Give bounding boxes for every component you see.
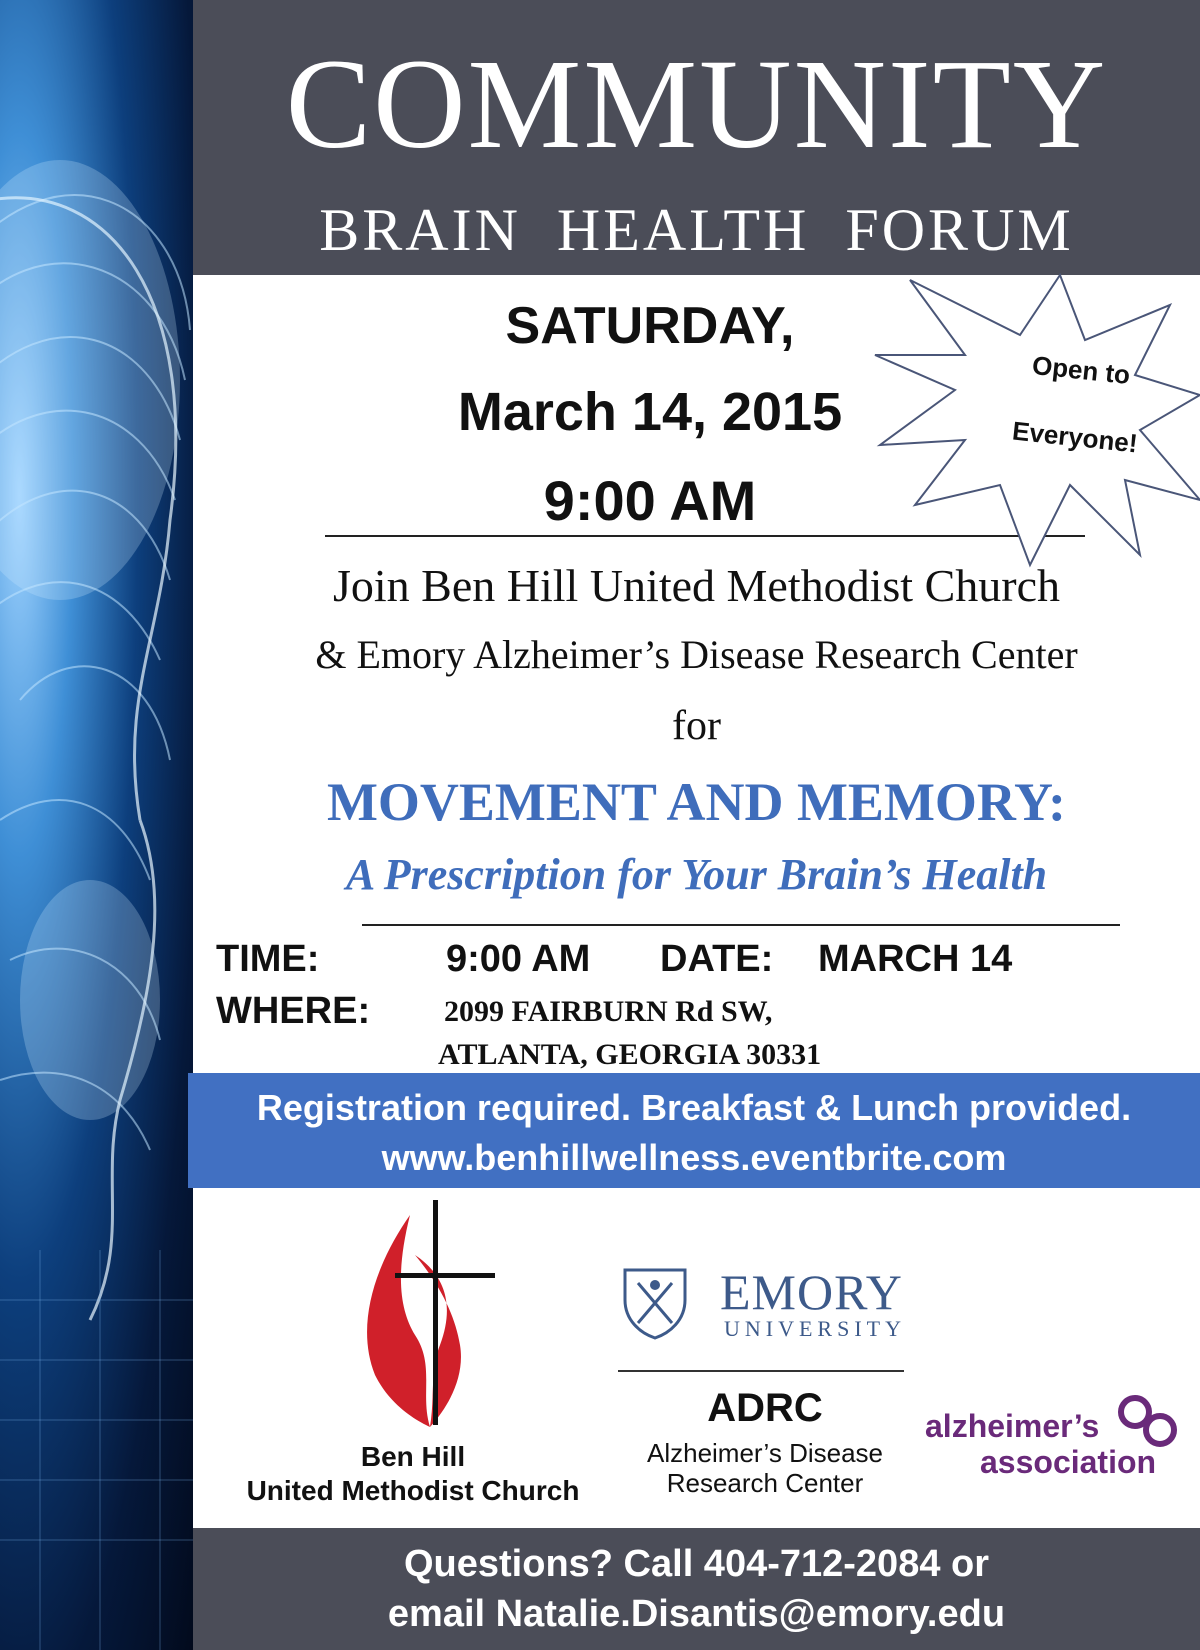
intro-line1: Join Ben Hill United Methodist Church (332, 560, 1060, 611)
where-label: WHERE: (216, 990, 371, 1032)
alz-line1: alzheimer’s (925, 1408, 1100, 1444)
footer-email[interactable]: email Natalie.Disantis@emory.edu (387, 1593, 1006, 1635)
emory-sub: UNIVERSITY (724, 1316, 906, 1341)
church-name (228, 1440, 598, 1507)
address-line2: ATLANTA, GEORGIA 30331 (438, 1038, 822, 1071)
time-label: TIME: (216, 938, 320, 980)
adrc-line1: Alzheimer’s Disease (646, 1438, 884, 1468)
burst-line1: Open to (1030, 349, 1132, 391)
divider (618, 1370, 904, 1372)
footer-phone: Questions? Call 404-712-2084 or (403, 1543, 990, 1585)
program-title: MOVEMENT AND MEMORY: (326, 772, 1067, 832)
emory-name: EMORY (720, 1264, 903, 1320)
registration-text: Registration required. Breakfast & Lunch provided. (256, 1087, 1132, 1128)
alz-purple-knot-icon (1115, 1392, 1180, 1452)
time-value: 9:00 AM (446, 938, 591, 980)
intro-line3: for (672, 703, 721, 749)
burst-line2: Everyone! (1010, 415, 1140, 459)
program-subtitle: A Prescription for Your Brain’s Health (345, 850, 1048, 899)
event-time: 9:00 AM (543, 469, 757, 532)
date-value: MARCH 14 (818, 938, 1013, 980)
adrc-line2: Research Center (666, 1467, 864, 1498)
church-name-line1: Ben Hill (360, 1441, 466, 1472)
divider (362, 924, 1120, 926)
brain-xray-image (0, 0, 193, 1650)
intro-line2: & Emory Alzheimer’s Disease Research Center (315, 632, 1078, 677)
address-line1: 2099 FAIRBURN Rd SW, (444, 995, 773, 1028)
cross-and-flame-icon (355, 1195, 505, 1430)
adrc-title: ADRC (707, 1386, 823, 1430)
date-label: DATE: (660, 938, 774, 980)
registration-link[interactable]: www.benhillwellness.eventbrite.com (381, 1137, 1007, 1178)
alz-line2: association (980, 1444, 1157, 1480)
page-title: COMMUNITY (285, 33, 1108, 175)
emory-shield-icon (620, 1265, 690, 1340)
page-subtitle: BRAIN HEALTH FORUM (319, 197, 1074, 263)
adrc-logo (620, 1385, 910, 1499)
event-date: March 14, 2015 (457, 382, 843, 442)
event-day: SATURDAY, (505, 297, 795, 355)
church-name-line2: United Methodist Church (246, 1474, 580, 1506)
